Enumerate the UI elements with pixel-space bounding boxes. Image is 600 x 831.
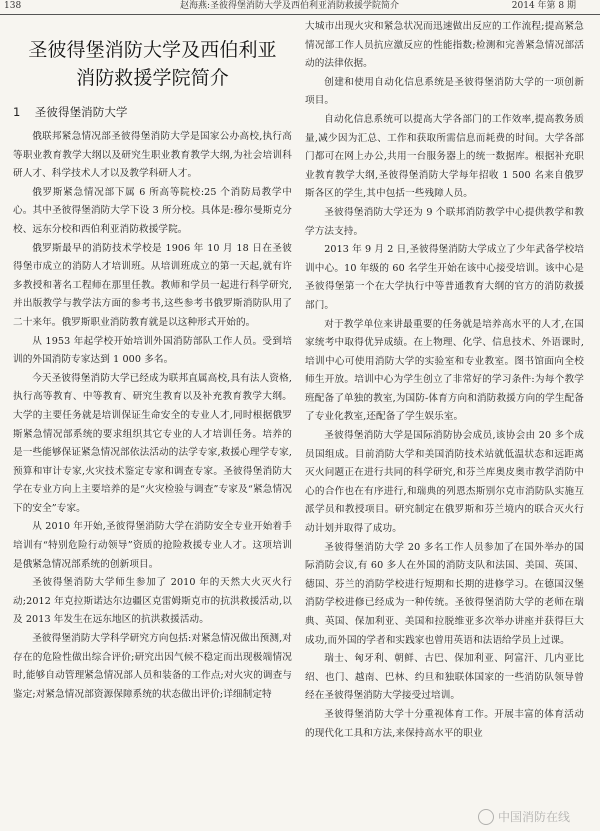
page-number: 138: [4, 1, 22, 11]
paragraph: 从 2010 年开始,圣彼得堡消防大学在消防安全专业开始着手培训有“特别危险行动领导”资质的抢险救援专业人才。这项培训是俄紧急情况部系统的创新项目。: [13, 521, 292, 570]
paragraph: 圣彼得堡消防大学十分重视体育工作。开展丰富的体育活动的现代化工具和方法,来保持高水平的职业: [305, 708, 584, 739]
paragraph: 对于教学单位来讲最重要的任务就是培养高水平的人才,在国家统考中取得优异成绩。在上物理、化学、信息技术、外语课时,培训中心可使用消防大学的实验室和专业教室。图书馆面向全校师生开放。培训中心为学生创立了非常好的学习条件:为每个教学班配备了单独的教室,为国防-体育方向和消防救援方向的学生配备了专业化教室,还配备了学生娱乐室。: [305, 318, 584, 423]
paragraph: 俄联邦紧急情况部圣彼得堡消防大学是国家公办高校,执行高等职业教育教学大纲以及研究生职业教育教学大纲,为社会培训科研人才、科学技术人才以及教学科研人才。: [13, 131, 292, 180]
right-column: [305, 18, 584, 743]
paragraph: 圣彼得堡消防大学还为 9 个联邦消防教学中心提供教学和教学方法支持。: [305, 206, 584, 237]
section-heading: [13, 102, 292, 122]
paragraph: 从 1953 年起学校开始培训外国消防部队工作人员。受到培训的外国消防专家达到 1 000 多名。: [13, 335, 292, 366]
paragraph: 圣彼得堡消防大学是国际消防协会成员,该协会由 20 多个成员国组成。目前消防大学和美国消防技术站就低温状态和远距离灭火问题正在进行共同的科学研究,和芬兰库奥皮奥市教学消防中心的合作也在有序进行,和瑞典的列恩杰斯别尔克市消防队实施互派学员和教授项目。研究制定在俄罗斯和芬兰境内的联合灭火行动计划并取得了成功。: [305, 430, 584, 535]
section-title: 圣彼得堡消防大学: [34, 105, 128, 119]
running-title: 赵海燕:圣彼得堡消防大学及西伯利亚消防救援学院简介: [180, 1, 400, 11]
title-line-1: 圣彼得堡消防大学及西伯利亚: [28, 39, 277, 61]
watermark-text: 中国消防在线: [497, 809, 570, 824]
paragraph: 圣彼得堡消防大学 20 多名工作人员参加了在国外举办的国际消防会议,有 60 多人在外国的消防支队和法国、美国、英国、德国、芬兰的消防学校进行短期和长期的进修学习。在德国汉堡消防学校进修已经成为一种传统。圣彼得堡消防大学的老师在瑞典、英国、保加利亚、美国和拉脱维亚多次举办讲座并获得巨大成功,而外国的学者和实践家也曾用英语和法语给学员上过课。: [305, 541, 584, 646]
running-header: [0, 0, 600, 15]
paragraph: 创建和使用自动化信息系统是圣彼得堡消防大学的一项创新项目。: [305, 76, 584, 107]
watermark-logo-icon: [478, 809, 494, 825]
watermark: [478, 808, 570, 826]
issue-label: 2014 年第 8 期: [511, 1, 576, 11]
left-column: [13, 20, 292, 704]
section-number: 1: [13, 105, 21, 119]
paragraph: 圣彼得堡消防大学师生参加了 2010 年的天然大火灭火行动;2012 年克拉斯诺达尔边疆区克雷姆斯克市的抗洪救援活动,以及 2013 年发生在远东地区的抗洪救援活动。: [13, 577, 292, 626]
paragraph: 今天圣彼得堡消防大学已经成为联邦直属高校,具有法人资格,执行高等教育、中等教育、研究生教育以及补充教育教学大纲。大学的主要任务就是培训保证生命安全的专业人才,同时根据俄罗斯紧急情况部系统的要求组织其它专业的人才培训任务。培养的是一些能够保证紧急情况部依法活动的法学专家,救援心理学专家,预算和审计专家,火灾技术鉴定专家和调查专家。圣彼得堡消防大学在专业方向上主要培养的是“火灾检验与调查”专家及“紧急情况下的安全”专家。: [13, 372, 292, 514]
paragraph: 瑞士、匈牙利、朝鲜、古巴、保加利亚、阿富汗、几内亚比绍、也门、越南、巴林、约旦和独联体国家的一些消防队领导曾经在圣彼得堡消防大学接受过培训。: [305, 653, 584, 702]
paragraph: 圣彼得堡消防大学科学研究方向包括:对紧急情况做出预测,对存在的危险性做出综合评价;研究出因气候不稳定而出现极端情况时,能够自动管理紧急情况部人员和装备的工作点;对火灾的调查与鉴定;对紧急情况部资源保障系统的状态做出评价;详细制定特: [13, 633, 292, 700]
paragraph: 俄罗斯最早的消防技术学校是 1906 年 10 月 18 日在圣彼得堡市成立的消防人才培训班。从培训班成立的第一天起,就有许多教授和著名工程师在那里任教。教师和学员一起进行科学研究,并出版教学与教学法方面的参考书,这些参考书俄罗斯消防队用了二十来年。俄罗斯职业消防教育就是以这种形式开始的。: [13, 242, 292, 328]
title-line-2: 消防救援学院简介: [76, 67, 229, 89]
paragraph-continuation: 大城市出现火灾和紧急状况而迅速做出反应的工作流程;提高紧急情况部工作人员抗应激反应的性能指数;检测和完善紧急情况部活动的法律依据。: [305, 21, 584, 70]
paragraph: 俄罗斯紧急情况部下属 6 所高等院校:25 个消防局教学中心。其中圣彼得堡消防大学下设 3 所分校。具体是:穆尔曼斯克分校、远东分校和西伯利亚消防救援学院。: [13, 186, 292, 235]
article-title: [13, 36, 292, 92]
paragraph: 2013 年 9 月 2 日,圣彼得堡消防大学成立了少年武备学校培训中心。10 年级的 60 名学生开始在该中心接受培训。该中心是圣彼得堡第一个在大学执行中等普通教育大纲的官方的消防救援部门。: [305, 244, 584, 311]
paragraph: 自动化信息系统可以提高大学各部门的工作效率,提高教务质量,减少因为汇总、工作和获取所需信息而耗费的时间。大学各部门都可在网上办公,共用一台服务器上的统一数据库。根据补充职业教育教学大纲,圣彼得堡消防大学每年招收 1 500 名来自俄罗斯各区的学生,其中包括一些残障人员。: [305, 113, 584, 200]
